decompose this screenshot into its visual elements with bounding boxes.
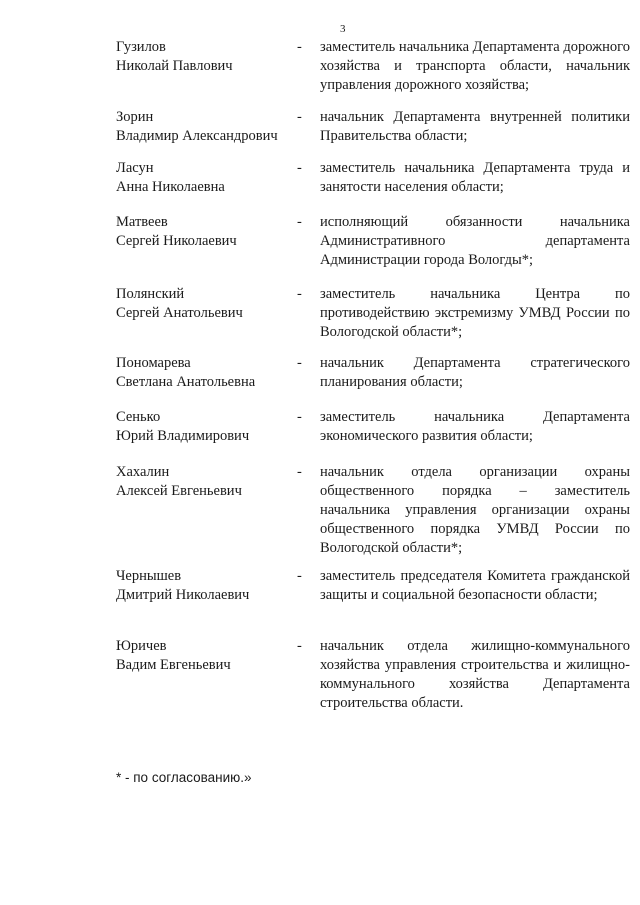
member-position: заместитель начальника Департамента дорожного хозяйства и транспорта области, начальник управления дорожного хозяйства; — [320, 39, 630, 93]
member-given-names: Владимир Александрович — [116, 128, 278, 144]
member-name — [116, 408, 286, 446]
member-given-names: Сергей Анатольевич — [116, 305, 243, 321]
member-position: заместитель начальника Центра по противодействию экстремизму УМВД России по Вологодской области*; — [320, 286, 630, 340]
member-given-names: Светлана Анатольевна — [116, 374, 256, 390]
separator-dash: - — [297, 568, 302, 584]
member-position: начальник Департамента стратегического планирования области; — [320, 355, 630, 390]
member-surname: Хахалин — [116, 464, 170, 480]
member-name — [116, 108, 286, 146]
member-surname: Полянский — [116, 286, 185, 302]
member-surname: Матвеев — [116, 214, 168, 230]
member-position: начальник отдела жилищно-коммунального хозяйства управления строительства и жилищно-коммунального хозяйства Департамента строительства области. — [320, 638, 630, 711]
member-surname: Пономарева — [116, 355, 191, 371]
member-name — [116, 354, 286, 392]
member-surname: Ласун — [116, 160, 154, 176]
separator-dash: - — [297, 160, 302, 176]
member-name — [116, 463, 286, 501]
member-position: исполняющий обязанности начальника Административного департамента Администрации города Вологды*; — [320, 214, 630, 268]
member-given-names: Дмитрий Николаевич — [116, 587, 250, 603]
member-surname: Сенько — [116, 409, 161, 425]
member-surname: Гузилов — [116, 39, 166, 55]
member-position: заместитель начальника Департамента труда и занятости населения области; — [320, 160, 630, 195]
member-given-names: Вадим Евгеньевич — [116, 657, 231, 673]
member-position: заместитель председателя Комитета гражданской защиты и социальной безопасности области; — [320, 568, 630, 603]
member-given-names: Николай Павлович — [116, 58, 233, 74]
separator-dash: - — [297, 109, 302, 125]
member-surname: Чернышев — [116, 568, 182, 584]
footnote: * - по согласованию.» — [116, 770, 252, 785]
member-surname: Зорин — [116, 109, 154, 125]
separator-dash: - — [297, 355, 302, 371]
separator-dash: - — [297, 409, 302, 425]
member-name — [116, 38, 286, 76]
member-name — [116, 285, 286, 323]
separator-dash: - — [297, 464, 302, 480]
member-name — [116, 213, 286, 251]
member-name — [116, 159, 286, 197]
member-name — [116, 567, 286, 605]
member-given-names: Юрий Владимирович — [116, 428, 250, 444]
member-name — [116, 637, 286, 675]
member-given-names: Сергей Николаевич — [116, 233, 237, 249]
member-given-names: Анна Николаевна — [116, 179, 225, 195]
separator-dash: - — [297, 638, 302, 654]
member-position: начальник отдела организации охраны общественного порядка – заместитель начальника управления организации охраны общественного порядка УМВД России по Вологодской области*; — [320, 464, 630, 556]
member-position: заместитель начальника Департамента экономического развития области; — [320, 409, 630, 444]
separator-dash: - — [297, 286, 302, 302]
separator-dash: - — [297, 39, 302, 55]
separator-dash: - — [297, 214, 302, 230]
member-given-names: Алексей Евгеньевич — [116, 483, 242, 499]
member-surname: Юричев — [116, 638, 167, 654]
page-number: 3 — [340, 23, 346, 35]
member-position: начальник Департамента внутренней политики Правительства области; — [320, 109, 630, 144]
